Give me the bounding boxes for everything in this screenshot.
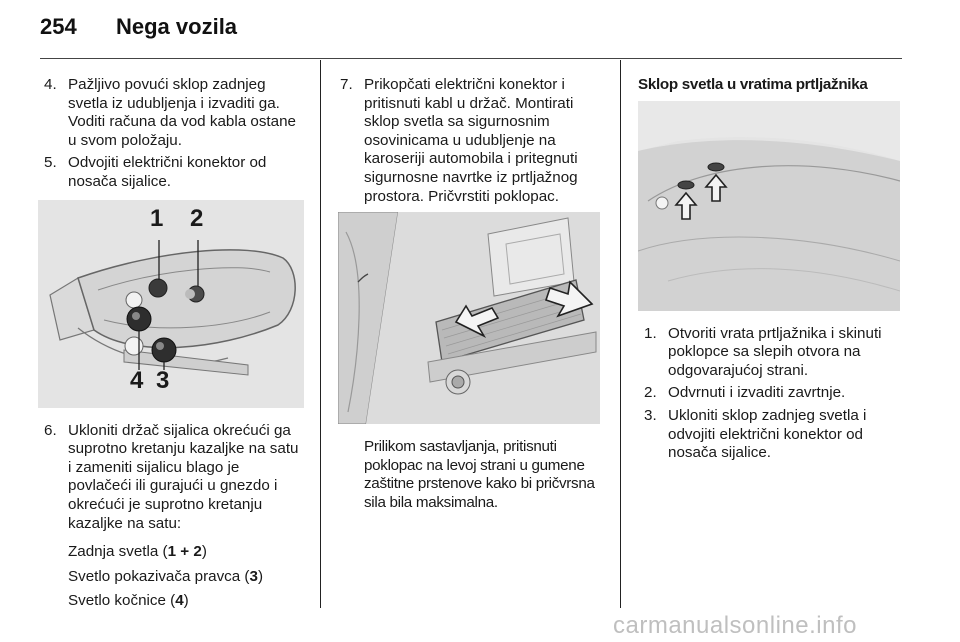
- section-heading: Sklop svetla u vratima prtljažnika: [638, 76, 868, 93]
- step-6: [44, 422, 306, 534]
- steps-list-col2: [340, 76, 602, 206]
- step-number: 6.: [44, 421, 57, 439]
- figure-label-4: 4: [130, 366, 144, 394]
- column-2: [340, 76, 602, 519]
- header-rule: [40, 58, 902, 59]
- column-divider-2: [620, 60, 621, 608]
- tailgate-illustration: [638, 101, 900, 311]
- step-number: 2.: [644, 384, 657, 402]
- steps-list-bottom: [44, 422, 306, 534]
- figure-label-1: 1: [150, 204, 164, 232]
- step-7: [340, 76, 602, 206]
- step-number: 3.: [644, 406, 657, 424]
- trunk-cover-illustration: [338, 212, 600, 424]
- tailgate-figure: [638, 101, 900, 311]
- page-number: 254: [40, 14, 77, 39]
- step-text: Odvojiti električni konektor od nosača sijalice.: [68, 154, 267, 190]
- step-number: 5.: [44, 154, 57, 172]
- step-3: [644, 407, 900, 463]
- tail-light-illustration: [38, 200, 304, 408]
- step-text: Pažljivo povući sklop zadnjeg svetla iz udubljenja i izvaditi ga. Voditi računa da vod kabla ostane u svom položaju.: [68, 76, 296, 149]
- bulb-line-1: Zadnja svetla (1 + 2): [68, 543, 207, 561]
- step-text: Ukloniti sklop zadnjeg svetla i odvojiti električni konektor od nosača sijalice.: [668, 406, 867, 462]
- step-text: Odvrnuti i izvaditi zavrtnje.: [668, 384, 846, 402]
- bulb-line-3: Svetlo kočnice (4): [68, 592, 189, 610]
- step-text: Ukloniti držač sijalica okrećući ga suprotno kretanju kazaljke na satu i zameniti sijalicu blago je povlačeći ili gurajući u gnezdo i okrećući je suprotno kretanju kazaljke na satu:: [68, 421, 299, 532]
- column-divider-1: [320, 60, 321, 608]
- column-1: [44, 76, 306, 617]
- step-5: [44, 154, 306, 191]
- steps-list-top: [44, 76, 306, 192]
- bulb-line-2: Svetlo pokazivača pravca (3): [68, 567, 264, 585]
- step-4: [44, 76, 306, 150]
- watermark: carmanualsonline.info: [613, 612, 857, 639]
- assembly-note: Prilikom sastavljanja, pritisnuti poklopac na levoj strani u gumene zaštitne prstenove kako bi pričvrsna sila bila maksimalna.: [364, 438, 595, 511]
- step-number: 7.: [340, 76, 353, 93]
- step-number: 1.: [644, 324, 657, 342]
- steps-list-col3: [644, 325, 900, 463]
- column-3: [638, 76, 900, 467]
- step-2: [644, 384, 900, 403]
- step-text: Prikopčati električni konektor i pritisnuti kabl u držač. Montirati sklop svetla sa sigurnosnim osovinicama u udubljenje na karoseriji automobila i pritegnuti sigurnosne navrtke iz prtljažnog prostora. Pričvrstiti poklopac.: [364, 76, 578, 205]
- step-number: 4.: [44, 76, 57, 93]
- step-text: Otvoriti vrata prtljažnika i skinuti poklopce sa slepih otvora na odgovarajućoj strani.: [668, 324, 882, 379]
- page-header: [40, 14, 237, 40]
- tail-light-figure: [38, 200, 304, 408]
- page-title: Nega vozila: [116, 14, 238, 39]
- trunk-cover-figure: [338, 212, 600, 424]
- figure-label-3: 3: [156, 366, 170, 394]
- step-1: [644, 325, 900, 381]
- figure-label-2: 2: [190, 204, 204, 232]
